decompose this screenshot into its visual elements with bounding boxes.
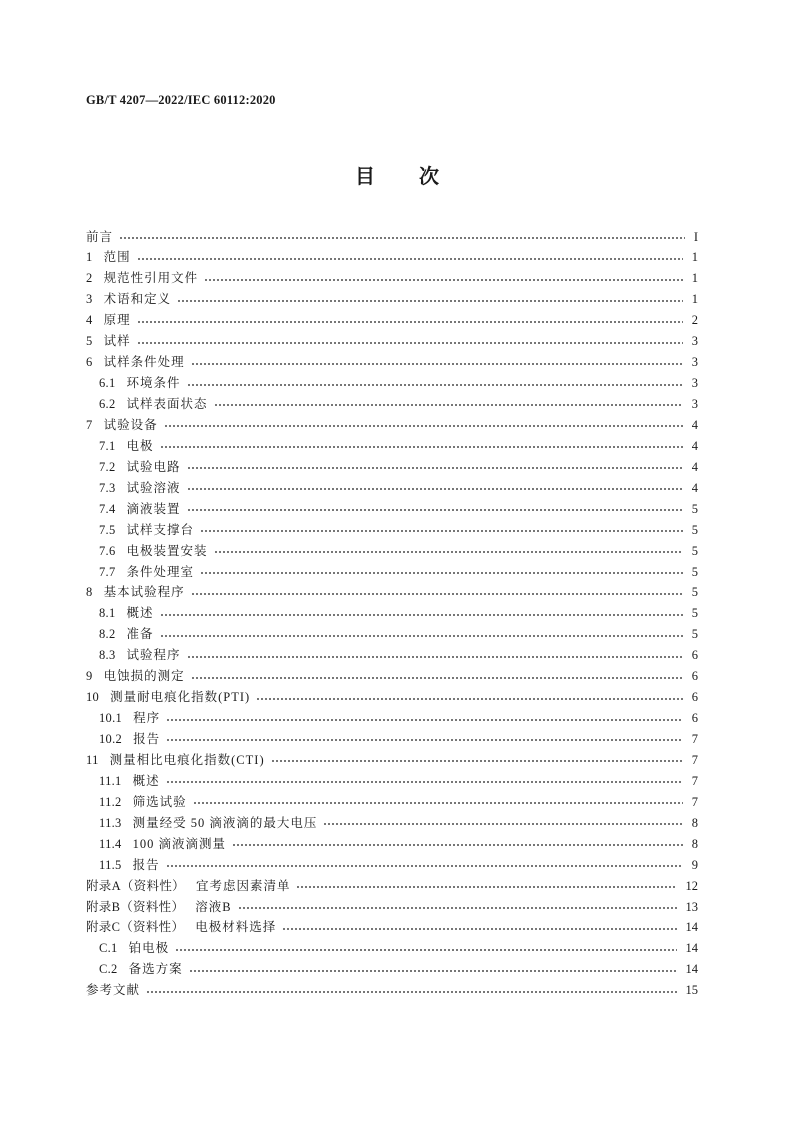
toc-entry-page: 3 [691, 397, 698, 411]
toc-entry-title: 筛选试验 [132, 794, 187, 809]
leader-dots [160, 635, 683, 637]
toc-entry-page: 7 [691, 794, 698, 809]
leader-dots [200, 530, 683, 532]
toc-entry-title: 测量相比电痕化指数(CTI) [109, 752, 265, 767]
toc-entry-page: I [693, 229, 698, 244]
toc-entry-title: 基本试验程序 [103, 585, 185, 600]
toc-entry-title: 前言 [86, 229, 114, 244]
toc-entry-number: 附录C（资料性） [86, 920, 185, 935]
toc-entry-number: 3 [86, 292, 93, 307]
toc-entry-number: 11.3 [99, 815, 122, 830]
toc-entry-page: 6 [691, 711, 698, 726]
toc-entry-page: 7 [691, 752, 698, 767]
toc-entry-page: 13 [685, 899, 698, 914]
toc-entry [86, 876, 698, 897]
toc-entry-number: 7.6 [99, 543, 116, 558]
toc-entry-page: 5 [691, 522, 698, 537]
toc-entry-number: 附录A（资料性） [86, 878, 185, 893]
toc-subentry [86, 373, 698, 394]
toc-subentry [86, 541, 698, 562]
leader-dots [238, 907, 677, 909]
toc-entry-page: 4 [691, 480, 698, 495]
leader-dots [200, 572, 683, 574]
leader-dots [204, 279, 683, 281]
table-of-contents [86, 227, 698, 1002]
toc-entry-title: 测量耐电痕化指数(PTI) [110, 690, 251, 705]
toc-entry-page: 5 [691, 627, 698, 642]
leader-dots [166, 719, 683, 721]
toc-entry-page: 4 [691, 438, 698, 453]
toc-entry-title: 参考文献 [86, 983, 141, 998]
toc-entry-title: 试验电路 [126, 459, 181, 474]
toc-entry [86, 897, 698, 918]
toc-entry-page: 3 [691, 334, 698, 349]
toc-entry-page: 4 [691, 459, 698, 474]
toc-entry-title: 备选方案 [128, 962, 183, 977]
leader-dots [191, 677, 683, 679]
leader-dots [119, 237, 685, 239]
leader-dots [189, 970, 677, 972]
toc-entry [86, 268, 698, 289]
leader-dots [164, 425, 683, 427]
toc-entry-title: 试验设备 [103, 417, 158, 432]
toc-entry-number: 7.2 [99, 459, 116, 474]
toc-entry [86, 750, 698, 771]
toc-entry [86, 352, 698, 373]
toc-entry-number: 2 [86, 271, 93, 286]
toc-entry-number: 11.5 [99, 857, 122, 872]
leader-dots [175, 949, 676, 951]
toc-entry-page: 5 [691, 543, 698, 558]
toc-entry-page: 4 [691, 417, 698, 432]
leader-dots [177, 300, 683, 302]
toc-entry-number: 6 [86, 355, 93, 370]
toc-entry-number: 8.2 [99, 627, 116, 642]
toc-entry-number: 6.2 [99, 397, 116, 411]
toc-entry-number: 7.1 [99, 438, 116, 453]
standard-code-header: GB/T 4207—2022/IEC 60112:2020 [86, 93, 276, 107]
leader-dots [187, 656, 683, 658]
toc-entry-page: 3 [691, 355, 698, 370]
toc-subentry [86, 520, 698, 541]
leader-dots [137, 258, 683, 260]
toc-entry-number: 10.2 [99, 732, 123, 746]
toc-entry-number: 7.7 [99, 564, 116, 579]
toc-entry [86, 687, 698, 708]
toc-entry-number: 11.1 [99, 773, 122, 788]
leader-dots [323, 823, 682, 825]
toc-entry-number: C.2 [99, 962, 118, 977]
toc-subentry [86, 792, 698, 813]
toc-entry-title: 100 滴液滴测量 [132, 836, 227, 851]
toc-entry [86, 666, 698, 687]
toc-entry-page: 14 [685, 920, 698, 935]
toc-entry-page: 15 [685, 983, 698, 998]
toc-entry-number: 10.1 [99, 711, 123, 726]
toc-entry-number: 7 [86, 417, 93, 432]
toc-entry-title: 报告 [132, 857, 160, 872]
toc-entry-title: 测量经受 50 滴液滴的最大电压 [132, 815, 318, 830]
leader-dots [187, 488, 683, 490]
toc-entry-page: 1 [691, 292, 698, 307]
toc-subentry [86, 457, 698, 478]
leader-dots [271, 760, 683, 762]
toc-entry-number: 11 [86, 752, 99, 767]
toc-subentry [86, 855, 698, 876]
toc-entry-title: 试验程序 [126, 648, 181, 663]
toc-subentry [86, 624, 698, 645]
toc-subentry [86, 834, 698, 855]
toc-entry-page: 14 [685, 941, 698, 956]
toc-entry-title: 铂电极 [128, 941, 170, 956]
toc-entry-number: 5 [86, 334, 93, 349]
toc-entry-page: 5 [691, 564, 698, 579]
toc-entry-page: 5 [691, 501, 698, 516]
toc-entry-number: 7.4 [99, 501, 116, 516]
toc-entry-number: 7.5 [99, 522, 116, 537]
toc-entry-page: 1 [691, 250, 698, 265]
toc-subentry [86, 645, 698, 666]
leader-dots [146, 991, 676, 993]
leader-dots [160, 446, 683, 448]
toc-entry [86, 247, 698, 268]
toc-entry-title: 程序 [133, 711, 161, 726]
leader-dots [296, 886, 676, 888]
toc-entry-title: 试样支撑台 [126, 522, 195, 537]
leader-dots [166, 739, 683, 741]
leader-dots [166, 865, 683, 867]
toc-entry-title: 准备 [126, 627, 154, 642]
toc-entry-number: 9 [86, 669, 93, 684]
toc-subentry [86, 499, 698, 520]
toc-entry-title: 条件处理室 [126, 564, 195, 579]
toc-entry-title: 滴液装置 [126, 501, 181, 516]
toc-subentry [86, 708, 698, 729]
leader-dots [137, 321, 683, 323]
toc-entry-title: 宜考虑因素清单 [195, 878, 291, 893]
toc-entry-title: 原理 [103, 313, 131, 328]
leader-dots [214, 404, 683, 406]
toc-entry-title: 试样 [103, 334, 131, 349]
leader-dots [256, 698, 683, 700]
toc-entry-number: 4 [86, 313, 93, 328]
toc-subentry [86, 771, 698, 792]
toc-entry-number: 6.1 [99, 376, 116, 391]
leader-dots [187, 384, 683, 386]
leader-dots [187, 467, 683, 469]
toc-entry-page: 1 [691, 271, 698, 286]
toc-subentry [86, 603, 698, 624]
toc-entry-title: 电极材料选择 [195, 920, 277, 935]
toc-entry-title: 概述 [132, 773, 160, 788]
leader-dots [166, 781, 683, 783]
toc-entry-title: 电蚀损的测定 [103, 669, 185, 684]
toc-entry-title: 环境条件 [126, 376, 181, 391]
leader-dots [191, 593, 683, 595]
leader-dots [160, 614, 683, 616]
toc-entry-title: 概述 [126, 606, 154, 621]
toc-entry-page: 7 [691, 773, 698, 788]
toc-entry-page: 6 [691, 648, 698, 663]
toc-entry [86, 582, 698, 603]
toc-entry-number: 11.2 [99, 794, 122, 809]
toc-entry-title: 规范性引用文件 [103, 271, 199, 286]
toc-entry-number: 11.4 [99, 836, 122, 851]
toc-entry [86, 310, 698, 331]
toc-entry-page: 12 [685, 878, 698, 893]
leader-dots [137, 342, 683, 344]
toc-entry-page: 3 [691, 376, 698, 391]
toc-entry-title: 电极装置安装 [126, 543, 208, 558]
leader-dots [193, 802, 683, 804]
leader-dots [191, 363, 683, 365]
toc-entry-title: 报告 [133, 732, 161, 746]
toc-entry-title: 范围 [103, 250, 131, 265]
toc-entry-number: 附录B（资料性） [86, 899, 185, 914]
toc-entry-title: 试样条件处理 [103, 355, 185, 370]
leader-dots [232, 844, 683, 846]
toc-subentry [86, 959, 698, 980]
toc-subentry [86, 729, 698, 750]
toc-entry [86, 227, 698, 248]
toc-entry-number: 1 [86, 250, 93, 265]
toc-subentry [86, 938, 698, 959]
toc-subentry [86, 394, 698, 415]
toc-entry [86, 917, 698, 938]
toc-subentry [86, 478, 698, 499]
toc-entry-title: 试样表面状态 [126, 397, 208, 411]
toc-entry-number: 7.3 [99, 480, 116, 495]
toc-entry-title: 电极 [126, 438, 154, 453]
toc-entry-title: 试验溶液 [126, 480, 181, 495]
leader-dots [282, 928, 676, 930]
leader-dots [214, 551, 683, 553]
toc-entry-number: 8.1 [99, 606, 116, 621]
toc-entry-page: 8 [691, 836, 698, 851]
toc-entry [86, 980, 698, 1001]
toc-subentry [86, 436, 698, 457]
toc-entry-title: 术语和定义 [103, 292, 172, 307]
toc-entry-page: 5 [691, 585, 698, 600]
toc-entry [86, 331, 698, 352]
toc-entry-page: 6 [691, 669, 698, 684]
toc-entry [86, 415, 698, 436]
toc-entry-page: 6 [691, 690, 698, 705]
toc-entry-page: 8 [691, 815, 698, 830]
toc-entry-title: 溶液B [195, 899, 232, 914]
toc-entry-number: 8 [86, 585, 93, 600]
toc-entry-number: 10 [86, 690, 100, 705]
toc-entry-page: 5 [691, 606, 698, 621]
leader-dots [187, 509, 683, 511]
toc-entry-page: 7 [691, 732, 698, 746]
toc-entry-number: 8.3 [99, 648, 116, 663]
toc-subentry [86, 813, 698, 834]
toc-entry-page: 9 [691, 857, 698, 872]
toc-entry-page: 2 [691, 313, 698, 328]
toc-subentry [86, 562, 698, 583]
page-title: 目次 [355, 164, 483, 188]
toc-entry [86, 289, 698, 310]
toc-entry-number: C.1 [99, 941, 118, 956]
toc-entry-page: 14 [685, 962, 698, 977]
